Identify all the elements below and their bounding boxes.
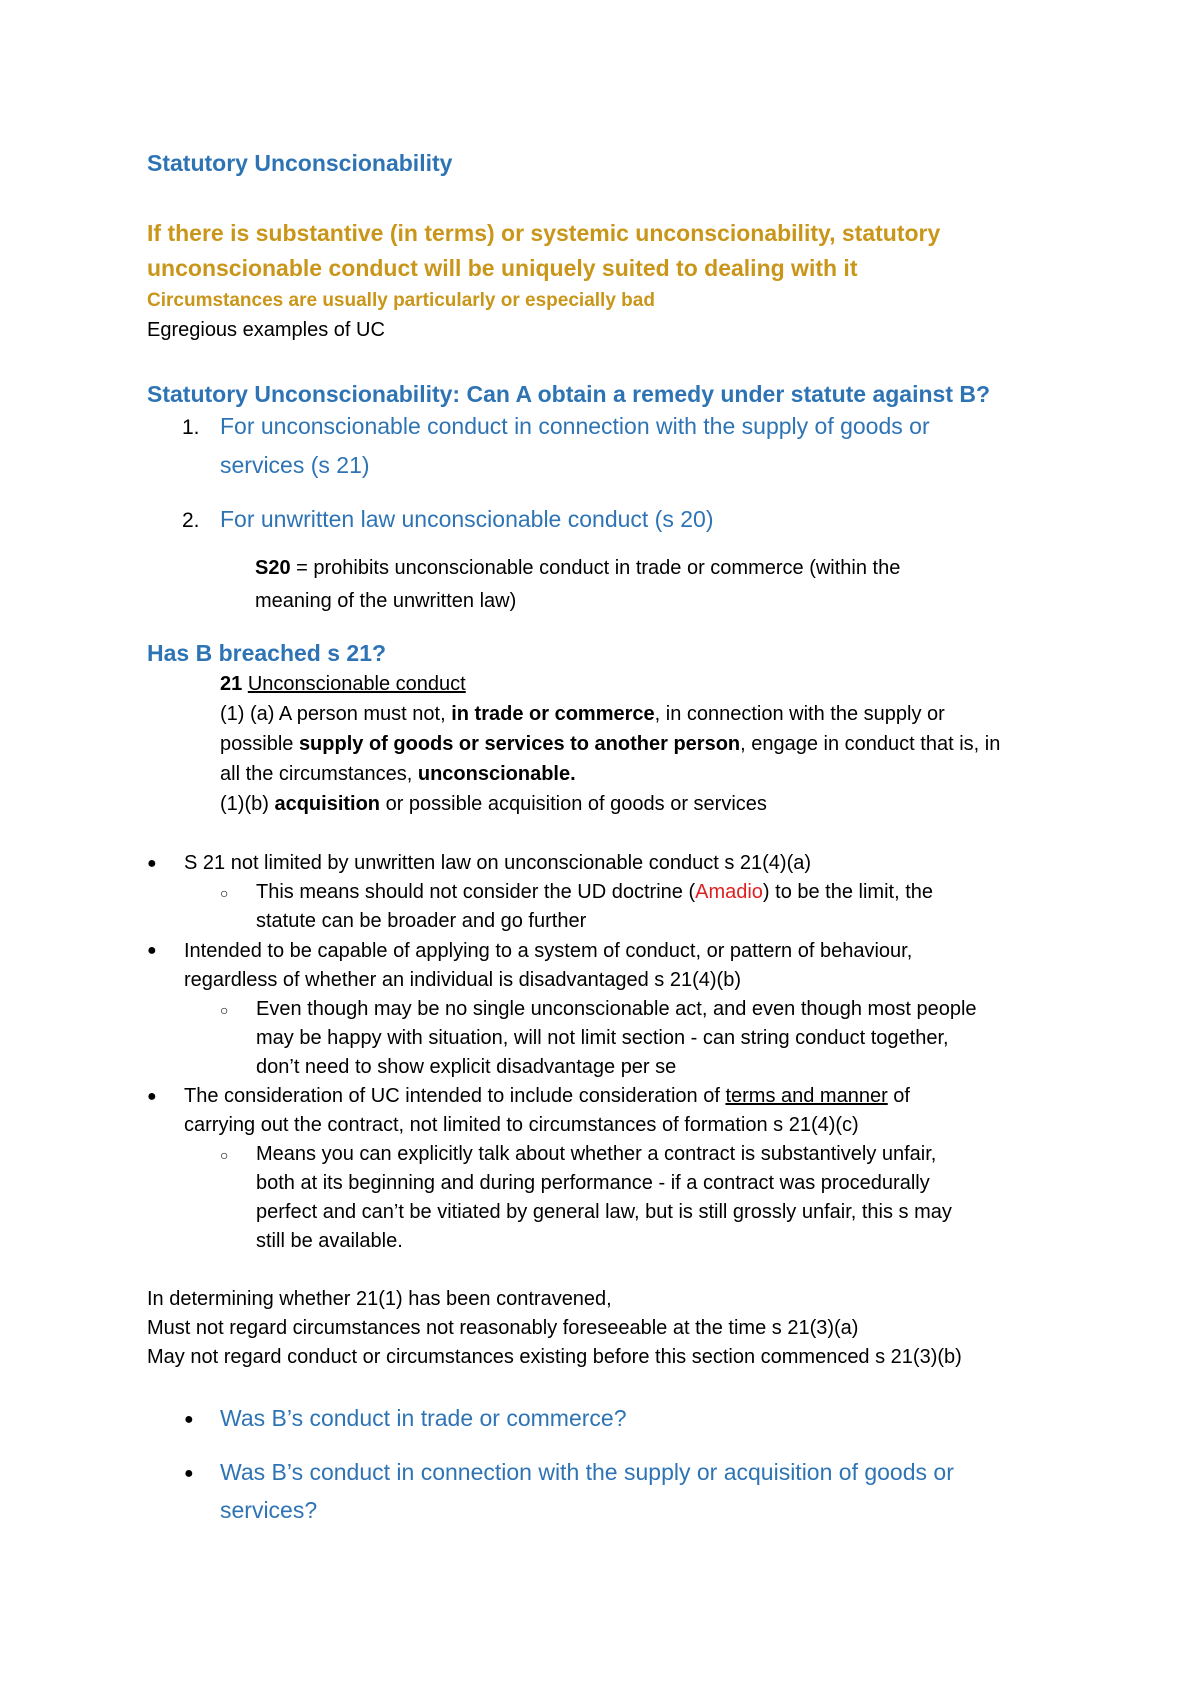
s21-heading: [220, 673, 466, 696]
s21-title: Unconscionable conduct: [247, 673, 466, 695]
s20-text: = prohibits unconscionable conduct in trade or commerce (within the: [290, 557, 901, 579]
bullet-1-sub-a: This means should not consider the UD doctrine (: [256, 881, 696, 903]
s21-line-2: [220, 733, 1000, 756]
bullet-2-line-2: regardless of whether an individual is disadvantaged s 21(4)(b): [184, 969, 741, 991]
s20-line-2: meaning of the unwritten law): [255, 590, 517, 612]
list-number-2: 2.: [182, 509, 200, 532]
s21-l2-c: , engage in conduct that is, in: [740, 733, 1001, 755]
page-title: Statutory Unconscionability: [147, 150, 453, 176]
bullet-1-sub-line-1: [256, 881, 933, 904]
bullet-3-l1-a: The consideration of UC intended to include consideration of: [184, 1085, 726, 1107]
bullet-3-l1-b: of: [887, 1085, 910, 1107]
bullet-circle-icon: ○: [220, 885, 229, 901]
s21-line-4: [220, 793, 767, 816]
amadio-case-name: Amadio: [695, 881, 763, 903]
s21-l4-c: or possible acquisition of goods or services: [380, 793, 767, 815]
bullet-3-sub-line-1: Means you can explicitly talk about whether a contract is substantively unfair,: [256, 1143, 937, 1165]
bullet-3-line-1: [184, 1085, 910, 1108]
s21-l3-b: unconscionable.: [417, 763, 576, 785]
bullet-2-sub-line-2: may be happy with situation, will not limit section - can string conduct together,: [256, 1027, 949, 1049]
determining-line-1: In determining whether 21(1) has been contravened,: [147, 1288, 612, 1310]
bullet-2-line-1: Intended to be capable of applying to a system of conduct, or pattern of behaviour,: [184, 940, 913, 962]
numbered-item-1-line-2: services (s 21): [220, 452, 370, 478]
bullet-circle-icon: ○: [220, 1002, 229, 1018]
s21-l4-b: acquisition: [274, 793, 381, 815]
numbered-item-2-line-1: For unwritten law unconscionable conduct (s 20): [220, 506, 714, 532]
heading-remedy: Statutory Unconscionability: Can A obtain a remedy under statute against B?: [147, 381, 991, 407]
bullet-1-sub-b: ) to be the limit, the: [762, 881, 933, 903]
intro-subline: Circumstances are usually particularly or especially bad: [147, 290, 655, 311]
terms-and-manner: terms and manner: [725, 1085, 888, 1107]
bullet-3-line-2: carrying out the contract, not limited to circumstances of formation s 21(4)(c): [184, 1114, 859, 1136]
question-2-line-2: services?: [220, 1497, 318, 1523]
numbered-item-1-line-1: For unconscionable conduct in connection with the supply of goods or: [220, 413, 930, 439]
bullet-disc-icon: ●: [147, 855, 157, 872]
bullet-disc-icon: ●: [184, 1411, 194, 1428]
s21-l2-b: supply of goods or services to another person: [298, 733, 741, 755]
egregious-text: Egregious examples of UC: [147, 319, 385, 341]
s21-l1-c: , in connection with the supply or: [654, 703, 945, 725]
s20-line-1: [255, 557, 900, 580]
intro-line-2: unconscionable conduct will be uniquely suited to dealing with it: [147, 255, 858, 281]
bullet-disc-icon: ●: [184, 1465, 194, 1482]
s21-l1-a: (1) (a) A person must not,: [220, 703, 452, 725]
s21-l4-a: (1)(b): [220, 793, 275, 815]
intro-line-1: If there is substantive (in terms) or systemic unconscionability, statutory: [147, 220, 941, 246]
s20-label: S20: [255, 557, 291, 579]
s21-line-3: [220, 763, 576, 786]
bullet-1-line-1: S 21 not limited by unwritten law on unconscionable conduct s 21(4)(a): [184, 852, 812, 874]
s21-number: 21: [220, 673, 248, 695]
bullet-circle-icon: ○: [220, 1147, 229, 1163]
bullet-3-sub-line-2: both at its beginning and during performance - if a contract was procedurally: [256, 1172, 930, 1194]
bullet-3-sub-line-3: perfect and can’t be vitiated by general law, but is still grossly unfair, this s may: [256, 1201, 952, 1223]
heading-breach: Has B breached s 21?: [147, 640, 387, 666]
bullet-3-sub-line-4: still be available.: [256, 1230, 403, 1252]
determining-line-3: May not regard conduct or circumstances existing before this section commenced s 21(3)(b): [147, 1346, 962, 1368]
determining-line-2: Must not regard circumstances not reasonably foreseeable at the time s 21(3)(a): [147, 1317, 859, 1339]
s21-l2-a: possible: [220, 733, 299, 755]
bullet-1-sub-line-2: statute can be broader and go further: [256, 910, 587, 932]
s21-l1-b: in trade or commerce: [451, 703, 655, 725]
question-2-line-1: Was B’s conduct in connection with the supply or acquisition of goods or: [220, 1459, 954, 1485]
list-number-1: 1.: [182, 416, 200, 439]
s21-line-1: [220, 703, 945, 726]
bullet-2-sub-line-1: Even though may be no single unconscionable act, and even though most people: [256, 998, 977, 1020]
question-1: Was B’s conduct in trade or commerce?: [220, 1405, 627, 1431]
bullet-disc-icon: ●: [147, 942, 157, 959]
bullet-2-sub-line-3: don’t need to show explicit disadvantage per se: [256, 1056, 677, 1078]
s21-l3-a: all the circumstances,: [220, 763, 418, 785]
bullet-disc-icon: ●: [147, 1088, 157, 1105]
